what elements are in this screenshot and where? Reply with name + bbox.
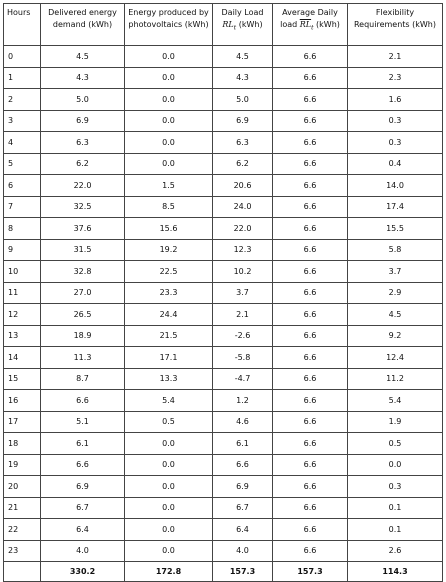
avg-load-subscript: t [311, 24, 314, 32]
average-daily-load-cell: 6.6 [273, 239, 348, 261]
delivered-energy-cell: 6.2 [41, 153, 125, 175]
daily-load-cell: 10.2 [213, 261, 273, 283]
average-daily-load-cell: 6.6 [273, 218, 348, 240]
pv-energy-cell: 5.4 [125, 390, 213, 412]
hour-cell: 13 [4, 325, 41, 347]
header-avg-line2 [273, 19, 347, 31]
average-daily-load-cell: 6.6 [273, 433, 348, 455]
table-row [4, 153, 443, 175]
table-row [4, 175, 443, 197]
hour-cell: 20 [4, 476, 41, 498]
daily-load-cell: 1.2 [213, 390, 273, 412]
table-row [4, 261, 443, 283]
pv-energy-cell: 17.1 [125, 347, 213, 369]
pv-energy-cell: 0.5 [125, 411, 213, 433]
delivered-energy-cell: 6.9 [41, 476, 125, 498]
delivered-energy-cell: 4.5 [41, 46, 125, 68]
flexibility-cell: 11.2 [348, 368, 443, 390]
table-row [4, 239, 443, 261]
daily-load-cell: 4.6 [213, 411, 273, 433]
pv-energy-cell: 0.0 [125, 153, 213, 175]
table-row [4, 433, 443, 455]
average-daily-load-cell: 6.6 [273, 282, 348, 304]
daily-load-subscript: t [233, 24, 237, 32]
hour-cell: 18 [4, 433, 41, 455]
flexibility-cell: 9.2 [348, 325, 443, 347]
pv-energy-cell: 15.6 [125, 218, 213, 240]
table-row [4, 132, 443, 154]
flexibility-cell: 17.4 [348, 196, 443, 218]
daily-load-cell: 6.1 [213, 433, 273, 455]
total-pv-cell: 172.8 [125, 562, 213, 582]
delivered-energy-cell: 6.7 [41, 497, 125, 519]
hour-cell: 7 [4, 196, 41, 218]
hour-cell: 17 [4, 411, 41, 433]
table-row [4, 218, 443, 240]
average-daily-load-cell: 6.6 [273, 196, 348, 218]
flexibility-cell: 1.9 [348, 411, 443, 433]
hour-cell: 6 [4, 175, 41, 197]
flexibility-cell: 4.5 [348, 304, 443, 326]
pv-energy-cell: 0.0 [125, 519, 213, 541]
flexibility-cell: 0.1 [348, 497, 443, 519]
pv-energy-cell: 13.3 [125, 368, 213, 390]
delivered-energy-cell: 6.4 [41, 519, 125, 541]
delivered-energy-cell: 26.5 [41, 304, 125, 326]
daily-load-cell: 22.0 [213, 218, 273, 240]
average-daily-load-cell: 6.6 [273, 325, 348, 347]
hour-cell: 1 [4, 67, 41, 89]
table-row [4, 347, 443, 369]
average-daily-load-cell: 6.6 [273, 368, 348, 390]
header-delivered-energy [41, 4, 125, 46]
flexibility-cell: 0.3 [348, 132, 443, 154]
pv-energy-cell: 0.0 [125, 46, 213, 68]
header-avg-line1: Average Daily [282, 8, 338, 17]
delivered-energy-cell: 32.5 [41, 196, 125, 218]
table-row [4, 110, 443, 132]
pv-energy-cell: 0.0 [125, 454, 213, 476]
delivered-energy-cell: 6.1 [41, 433, 125, 455]
delivered-energy-cell: 6.6 [41, 454, 125, 476]
flexibility-cell: 5.8 [348, 239, 443, 261]
flexibility-cell: 0.4 [348, 153, 443, 175]
flexibility-cell: 0.3 [348, 476, 443, 498]
average-daily-load-cell: 6.6 [273, 411, 348, 433]
total-delivered-cell: 330.2 [41, 562, 125, 582]
header-flex-line2: Requirements (kWh) [353, 19, 436, 29]
pv-energy-cell: 0.0 [125, 476, 213, 498]
header-daily-line2 [213, 19, 272, 31]
pv-energy-cell: 19.2 [125, 239, 213, 261]
pv-energy-cell: 23.3 [125, 282, 213, 304]
header-row [4, 4, 443, 46]
header-pv-line2: photovoltaics (kWh) [128, 19, 209, 29]
table-row [4, 497, 443, 519]
daily-load-unit: (kWh) [236, 19, 263, 29]
header-pv-line1: Energy produced by [128, 8, 209, 17]
hour-cell: 0 [4, 46, 41, 68]
hour-cell: 22 [4, 519, 41, 541]
table-row [4, 46, 443, 68]
flexibility-cell: 0.3 [348, 110, 443, 132]
hour-cell: 8 [4, 218, 41, 240]
daily-load-cell: 6.9 [213, 476, 273, 498]
flexibility-cell: 12.4 [348, 347, 443, 369]
avg-load-prefix: load [280, 19, 300, 29]
average-daily-load-cell: 6.6 [273, 454, 348, 476]
header-daily-line1: Daily Load [221, 8, 264, 17]
hour-cell: 16 [4, 390, 41, 412]
average-daily-load-cell: 6.6 [273, 67, 348, 89]
pv-energy-cell: 0.0 [125, 110, 213, 132]
flexibility-cell: 0.1 [348, 519, 443, 541]
hour-cell: 21 [4, 497, 41, 519]
avg-load-symbol: $\overline{RL}$ [299, 19, 312, 29]
header-delivered-line1: Delivered energy [48, 8, 117, 17]
average-daily-load-cell: 6.6 [273, 304, 348, 326]
hour-cell: 23 [4, 540, 41, 562]
average-daily-load-cell: 6.6 [273, 132, 348, 154]
table-row [4, 454, 443, 476]
daily-load-cell: 12.3 [213, 239, 273, 261]
pv-energy-cell: 0.0 [125, 540, 213, 562]
total-avg-cell: 157.3 [273, 562, 348, 582]
total-hour-cell [4, 562, 41, 582]
delivered-energy-cell: 5.1 [41, 411, 125, 433]
header-hours [4, 4, 41, 46]
header-flex-line1: Flexibility [375, 8, 415, 17]
hour-cell: 5 [4, 153, 41, 175]
pv-energy-cell: 0.0 [125, 433, 213, 455]
total-daily-cell: 157.3 [213, 562, 273, 582]
hour-cell: 12 [4, 304, 41, 326]
table-row [4, 196, 443, 218]
delivered-energy-cell: 8.7 [41, 368, 125, 390]
table-row [4, 282, 443, 304]
daily-load-cell: -2.6 [213, 325, 273, 347]
hour-cell: 14 [4, 347, 41, 369]
average-daily-load-cell: 6.6 [273, 46, 348, 68]
hour-cell: 19 [4, 454, 41, 476]
totals-row [4, 562, 443, 582]
table-row [4, 304, 443, 326]
hour-cell: 3 [4, 110, 41, 132]
pv-energy-cell: 8.5 [125, 196, 213, 218]
daily-load-cell: 6.7 [213, 497, 273, 519]
table-row [4, 89, 443, 111]
delivered-energy-cell: 5.0 [41, 89, 125, 111]
average-daily-load-cell: 6.6 [273, 153, 348, 175]
daily-load-cell: -4.7 [213, 368, 273, 390]
table-row [4, 325, 443, 347]
daily-load-cell: 3.7 [213, 282, 273, 304]
delivered-energy-cell: 6.9 [41, 110, 125, 132]
pv-energy-cell: 0.0 [125, 89, 213, 111]
table-row [4, 67, 443, 89]
header-hours-label: Hours [7, 8, 31, 17]
daily-load-cell: 4.0 [213, 540, 273, 562]
daily-load-cell: 2.1 [213, 304, 273, 326]
delivered-energy-cell: 31.5 [41, 239, 125, 261]
table-row [4, 368, 443, 390]
hour-cell: 2 [4, 89, 41, 111]
flexibility-cell: 3.7 [348, 261, 443, 283]
daily-load-cell: 4.3 [213, 67, 273, 89]
flexibility-cell: 2.9 [348, 282, 443, 304]
daily-load-symbol: RL [222, 19, 234, 29]
table-row [4, 476, 443, 498]
flexibility-cell: 1.6 [348, 89, 443, 111]
table-row [4, 540, 443, 562]
flexibility-cell: 5.4 [348, 390, 443, 412]
daily-load-cell: 6.6 [213, 454, 273, 476]
average-daily-load-cell: 6.6 [273, 519, 348, 541]
average-daily-load-cell: 6.6 [273, 540, 348, 562]
average-daily-load-cell: 6.6 [273, 110, 348, 132]
header-pv-energy [125, 4, 213, 46]
hour-cell: 11 [4, 282, 41, 304]
daily-load-cell: 20.6 [213, 175, 273, 197]
average-daily-load-cell: 6.6 [273, 261, 348, 283]
daily-load-cell: 6.9 [213, 110, 273, 132]
delivered-energy-cell: 22.0 [41, 175, 125, 197]
delivered-energy-cell: 37.6 [41, 218, 125, 240]
flexibility-cell: 0.0 [348, 454, 443, 476]
daily-load-cell: 6.2 [213, 153, 273, 175]
header-average-daily-load [273, 4, 348, 46]
average-daily-load-cell: 6.6 [273, 497, 348, 519]
total-flex-cell: 114.3 [348, 562, 443, 582]
avg-load-unit: (kWh) [313, 19, 340, 29]
delivered-energy-cell: 27.0 [41, 282, 125, 304]
flexibility-cell: 14.0 [348, 175, 443, 197]
flexibility-cell: 15.5 [348, 218, 443, 240]
average-daily-load-cell: 6.6 [273, 89, 348, 111]
header-flexibility [348, 4, 443, 46]
daily-load-cell: 24.0 [213, 196, 273, 218]
delivered-energy-cell: 4.3 [41, 67, 125, 89]
delivered-energy-cell: 6.3 [41, 132, 125, 154]
pv-energy-cell: 0.0 [125, 132, 213, 154]
daily-load-cell: 6.4 [213, 519, 273, 541]
delivered-energy-cell: 32.8 [41, 261, 125, 283]
average-daily-load-cell: 6.6 [273, 175, 348, 197]
delivered-energy-cell: 4.0 [41, 540, 125, 562]
flexibility-cell: 2.6 [348, 540, 443, 562]
table-row [4, 390, 443, 412]
header-delivered-line2: demand (kWh) [52, 19, 113, 29]
delivered-energy-cell: 11.3 [41, 347, 125, 369]
pv-energy-cell: 0.0 [125, 67, 213, 89]
pv-energy-cell: 22.5 [125, 261, 213, 283]
pv-energy-cell: 24.4 [125, 304, 213, 326]
header-daily-load [213, 4, 273, 46]
average-daily-load-cell: 6.6 [273, 476, 348, 498]
average-daily-load-cell: 6.6 [273, 390, 348, 412]
daily-load-cell: -5.8 [213, 347, 273, 369]
average-daily-load-cell: 6.6 [273, 347, 348, 369]
delivered-energy-cell: 6.6 [41, 390, 125, 412]
delivered-energy-cell: 18.9 [41, 325, 125, 347]
daily-load-cell: 5.0 [213, 89, 273, 111]
hour-cell: 4 [4, 132, 41, 154]
energy-flexibility-table [3, 3, 443, 582]
flexibility-cell: 0.5 [348, 433, 443, 455]
hour-cell: 9 [4, 239, 41, 261]
table-row [4, 411, 443, 433]
daily-load-cell: 6.3 [213, 132, 273, 154]
hour-cell: 10 [4, 261, 41, 283]
daily-load-cell: 4.5 [213, 46, 273, 68]
table-row [4, 519, 443, 541]
pv-energy-cell: 1.5 [125, 175, 213, 197]
flexibility-cell: 2.3 [348, 67, 443, 89]
pv-energy-cell: 0.0 [125, 497, 213, 519]
flexibility-cell: 2.1 [348, 46, 443, 68]
hour-cell: 15 [4, 368, 41, 390]
pv-energy-cell: 21.5 [125, 325, 213, 347]
